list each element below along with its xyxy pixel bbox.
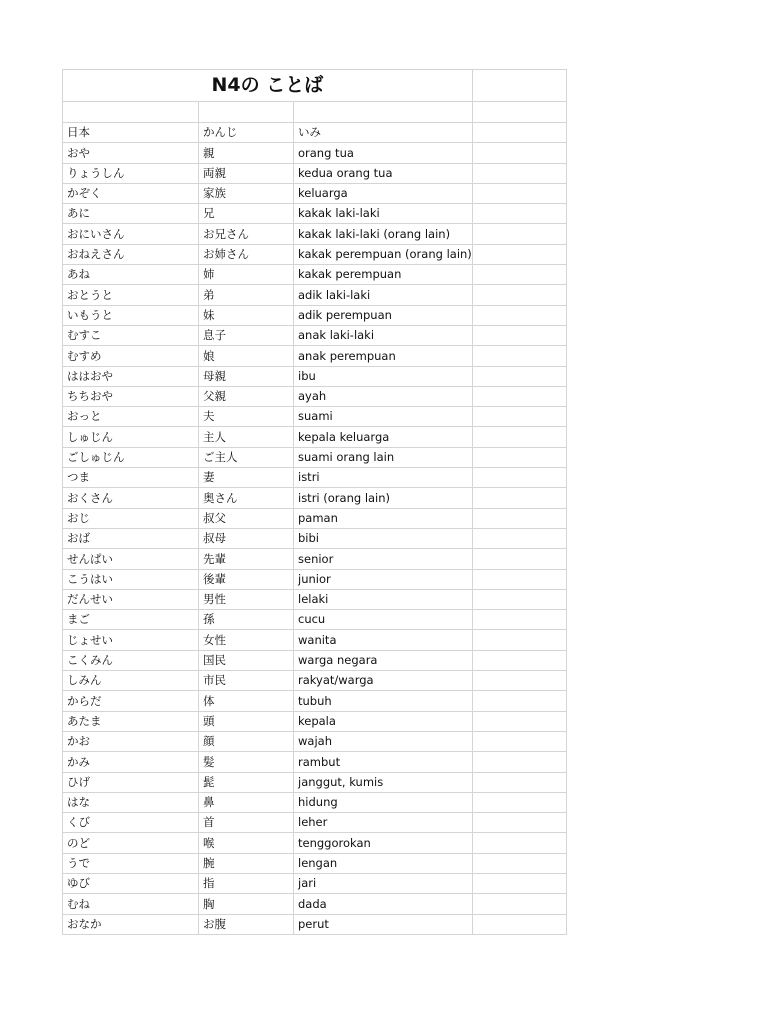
table-row <box>63 305 567 325</box>
meaning-cell: orang tua <box>294 143 473 163</box>
reading-cell: じょせい <box>63 630 199 650</box>
table-row <box>63 508 567 528</box>
kanji-cell: 奥さん <box>199 488 294 508</box>
kanji-cell: 後輩 <box>199 569 294 589</box>
meaning-cell: kepala keluarga <box>294 427 473 447</box>
table-row <box>63 569 567 589</box>
kanji-cell: 腕 <box>199 853 294 873</box>
vocabulary-table <box>62 69 567 935</box>
meaning-cell: istri (orang lain) <box>294 488 473 508</box>
empty-cell <box>472 853 566 873</box>
meaning-cell: kakak laki-laki (orang lain) <box>294 224 473 244</box>
reading-cell: くび <box>63 813 199 833</box>
table-row <box>63 650 567 670</box>
empty-cell <box>472 711 566 731</box>
table-row <box>63 366 567 386</box>
reading-cell: おとうと <box>63 285 199 305</box>
empty-cell <box>472 691 566 711</box>
meaning-cell: warga negara <box>294 650 473 670</box>
meaning-cell: istri <box>294 468 473 488</box>
kanji-cell: 髪 <box>199 752 294 772</box>
reading-cell: かぞく <box>63 183 199 203</box>
table-row <box>63 549 567 569</box>
reading-cell: はな <box>63 792 199 812</box>
meaning-cell: rakyat/warga <box>294 671 473 691</box>
empty-cell <box>472 813 566 833</box>
column-header-japanese: 日本 <box>63 123 199 143</box>
empty-cell <box>472 265 566 285</box>
kanji-cell: 国民 <box>199 650 294 670</box>
table-row <box>63 610 567 630</box>
reading-cell: おなか <box>63 914 199 934</box>
kanji-cell: 顔 <box>199 731 294 751</box>
kanji-cell: お腹 <box>199 914 294 934</box>
meaning-cell: ayah <box>294 386 473 406</box>
meaning-cell: ibu <box>294 366 473 386</box>
meaning-cell: adik perempuan <box>294 305 473 325</box>
reading-cell: ははおや <box>63 366 199 386</box>
table-row <box>63 386 567 406</box>
empty-cell <box>472 468 566 488</box>
meaning-cell: perut <box>294 914 473 934</box>
empty-cell <box>472 488 566 508</box>
empty-cell <box>472 569 566 589</box>
kanji-cell: 主人 <box>199 427 294 447</box>
table-row <box>63 285 567 305</box>
meaning-cell: lengan <box>294 853 473 873</box>
kanji-cell: 娘 <box>199 346 294 366</box>
reading-cell: ゆび <box>63 873 199 893</box>
empty-cell <box>472 325 566 345</box>
meaning-cell: cucu <box>294 610 473 630</box>
table-row <box>63 589 567 609</box>
kanji-cell: 頭 <box>199 711 294 731</box>
meaning-cell: janggut, kumis <box>294 772 473 792</box>
kanji-cell: 女性 <box>199 630 294 650</box>
page-title: N4の ことば <box>63 70 473 102</box>
table-row <box>63 224 567 244</box>
meaning-cell: kepala <box>294 711 473 731</box>
kanji-cell: 胸 <box>199 894 294 914</box>
empty-cell <box>472 143 566 163</box>
kanji-cell: 父親 <box>199 386 294 406</box>
empty-cell <box>472 792 566 812</box>
reading-cell: おっと <box>63 407 199 427</box>
reading-cell: せんぱい <box>63 549 199 569</box>
table-row <box>63 792 567 812</box>
kanji-cell: 親 <box>199 143 294 163</box>
reading-cell: あに <box>63 204 199 224</box>
empty-cell <box>472 549 566 569</box>
kanji-cell: 首 <box>199 813 294 833</box>
kanji-cell: 喉 <box>199 833 294 853</box>
vocabulary-table-body <box>63 70 567 935</box>
empty-cell <box>472 244 566 264</box>
reading-cell: おねえさん <box>63 244 199 264</box>
table-row <box>63 244 567 264</box>
empty-cell <box>472 508 566 528</box>
kanji-cell: 孫 <box>199 610 294 630</box>
empty-cell <box>199 102 294 123</box>
meaning-cell: wajah <box>294 731 473 751</box>
table-row <box>63 346 567 366</box>
kanji-cell: 妹 <box>199 305 294 325</box>
kanji-cell: お姉さん <box>199 244 294 264</box>
empty-cell <box>472 70 566 102</box>
empty-cell <box>472 894 566 914</box>
reading-cell: あたま <box>63 711 199 731</box>
table-row <box>63 813 567 833</box>
kanji-cell: 弟 <box>199 285 294 305</box>
meaning-cell: lelaki <box>294 589 473 609</box>
table-row <box>63 265 567 285</box>
empty-cell <box>63 102 199 123</box>
table-row <box>63 427 567 447</box>
kanji-cell: 市民 <box>199 671 294 691</box>
reading-cell: むね <box>63 894 199 914</box>
reading-cell: のど <box>63 833 199 853</box>
meaning-cell: hidung <box>294 792 473 812</box>
table-row <box>63 752 567 772</box>
reading-cell: こくみん <box>63 650 199 670</box>
reading-cell: しゅじん <box>63 427 199 447</box>
meaning-cell: kakak perempuan <box>294 265 473 285</box>
table-row <box>63 711 567 731</box>
kanji-cell: 夫 <box>199 407 294 427</box>
meaning-cell: keluarga <box>294 183 473 203</box>
reading-cell: むすこ <box>63 325 199 345</box>
kanji-cell: 叔父 <box>199 508 294 528</box>
reading-cell: しみん <box>63 671 199 691</box>
kanji-cell: 体 <box>199 691 294 711</box>
table-row <box>63 488 567 508</box>
empty-cell <box>472 630 566 650</box>
table-row <box>63 914 567 934</box>
meaning-cell: leher <box>294 813 473 833</box>
kanji-cell: 姉 <box>199 265 294 285</box>
kanji-cell: 指 <box>199 873 294 893</box>
meaning-cell: kedua orang tua <box>294 163 473 183</box>
table-row <box>63 183 567 203</box>
table-row <box>63 468 567 488</box>
meaning-cell: wanita <box>294 630 473 650</box>
meaning-cell: kakak perempuan (orang lain) <box>294 244 473 264</box>
meaning-cell: adik laki-laki <box>294 285 473 305</box>
meaning-cell: senior <box>294 549 473 569</box>
table-row <box>63 407 567 427</box>
empty-cell <box>472 204 566 224</box>
kanji-cell: 先輩 <box>199 549 294 569</box>
reading-cell: むすめ <box>63 346 199 366</box>
empty-cell <box>472 752 566 772</box>
reading-cell: おくさん <box>63 488 199 508</box>
meaning-cell: bibi <box>294 528 473 548</box>
table-row <box>63 325 567 345</box>
table-row <box>63 772 567 792</box>
reading-cell: つま <box>63 468 199 488</box>
reading-cell: おにいさん <box>63 224 199 244</box>
meaning-cell: paman <box>294 508 473 528</box>
empty-cell <box>472 102 566 123</box>
meaning-cell: tenggorokan <box>294 833 473 853</box>
kanji-cell: 妻 <box>199 468 294 488</box>
reading-cell: かみ <box>63 752 199 772</box>
empty-cell <box>472 772 566 792</box>
meaning-cell: rambut <box>294 752 473 772</box>
empty-row <box>63 102 567 123</box>
kanji-cell: 家族 <box>199 183 294 203</box>
empty-cell <box>472 285 566 305</box>
reading-cell: りょうしん <box>63 163 199 183</box>
table-row <box>63 528 567 548</box>
kanji-cell: 息子 <box>199 325 294 345</box>
meaning-cell: jari <box>294 873 473 893</box>
column-header-meaning: いみ <box>294 123 473 143</box>
table-row <box>63 894 567 914</box>
reading-cell: ちちおや <box>63 386 199 406</box>
header-row <box>63 123 567 143</box>
kanji-cell: 鼻 <box>199 792 294 812</box>
empty-cell <box>472 305 566 325</box>
reading-cell: いもうと <box>63 305 199 325</box>
empty-cell <box>472 873 566 893</box>
meaning-cell: kakak laki-laki <box>294 204 473 224</box>
kanji-cell: 髭 <box>199 772 294 792</box>
kanji-cell: 男性 <box>199 589 294 609</box>
kanji-cell: お兄さん <box>199 224 294 244</box>
table-row <box>63 691 567 711</box>
reading-cell: ひげ <box>63 772 199 792</box>
meaning-cell: anak laki-laki <box>294 325 473 345</box>
empty-cell <box>472 610 566 630</box>
kanji-cell: 母親 <box>199 366 294 386</box>
reading-cell: ごしゅじん <box>63 447 199 467</box>
reading-cell: まご <box>63 610 199 630</box>
reading-cell: おや <box>63 143 199 163</box>
empty-cell <box>472 366 566 386</box>
title-row <box>63 70 567 102</box>
reading-cell: だんせい <box>63 589 199 609</box>
reading-cell: おじ <box>63 508 199 528</box>
empty-cell <box>472 589 566 609</box>
table-row <box>63 630 567 650</box>
table-row <box>63 447 567 467</box>
table-row <box>63 163 567 183</box>
column-header-kanji: かんじ <box>199 123 294 143</box>
empty-cell <box>472 427 566 447</box>
table-row <box>63 204 567 224</box>
meaning-cell: suami <box>294 407 473 427</box>
reading-cell: こうはい <box>63 569 199 589</box>
empty-cell <box>472 833 566 853</box>
empty-cell <box>472 163 566 183</box>
reading-cell: からだ <box>63 691 199 711</box>
reading-cell: あね <box>63 265 199 285</box>
table-row <box>63 853 567 873</box>
meaning-cell: dada <box>294 894 473 914</box>
empty-cell <box>472 671 566 691</box>
kanji-cell: ご主人 <box>199 447 294 467</box>
empty-cell <box>294 102 473 123</box>
empty-cell <box>472 731 566 751</box>
table-row <box>63 143 567 163</box>
meaning-cell: tubuh <box>294 691 473 711</box>
empty-cell <box>472 407 566 427</box>
kanji-cell: 兄 <box>199 204 294 224</box>
meaning-cell: anak perempuan <box>294 346 473 366</box>
reading-cell: うで <box>63 853 199 873</box>
empty-cell <box>472 183 566 203</box>
table-row <box>63 671 567 691</box>
table-row <box>63 833 567 853</box>
empty-cell <box>472 346 566 366</box>
kanji-cell: 叔母 <box>199 528 294 548</box>
empty-cell <box>472 914 566 934</box>
meaning-cell: suami orang lain <box>294 447 473 467</box>
kanji-cell: 両親 <box>199 163 294 183</box>
reading-cell: おば <box>63 528 199 548</box>
empty-cell <box>472 386 566 406</box>
reading-cell: かお <box>63 731 199 751</box>
empty-cell <box>472 528 566 548</box>
empty-cell <box>472 650 566 670</box>
empty-cell <box>472 447 566 467</box>
empty-cell <box>472 224 566 244</box>
table-row <box>63 731 567 751</box>
empty-cell <box>472 123 566 143</box>
meaning-cell: junior <box>294 569 473 589</box>
table-row <box>63 873 567 893</box>
